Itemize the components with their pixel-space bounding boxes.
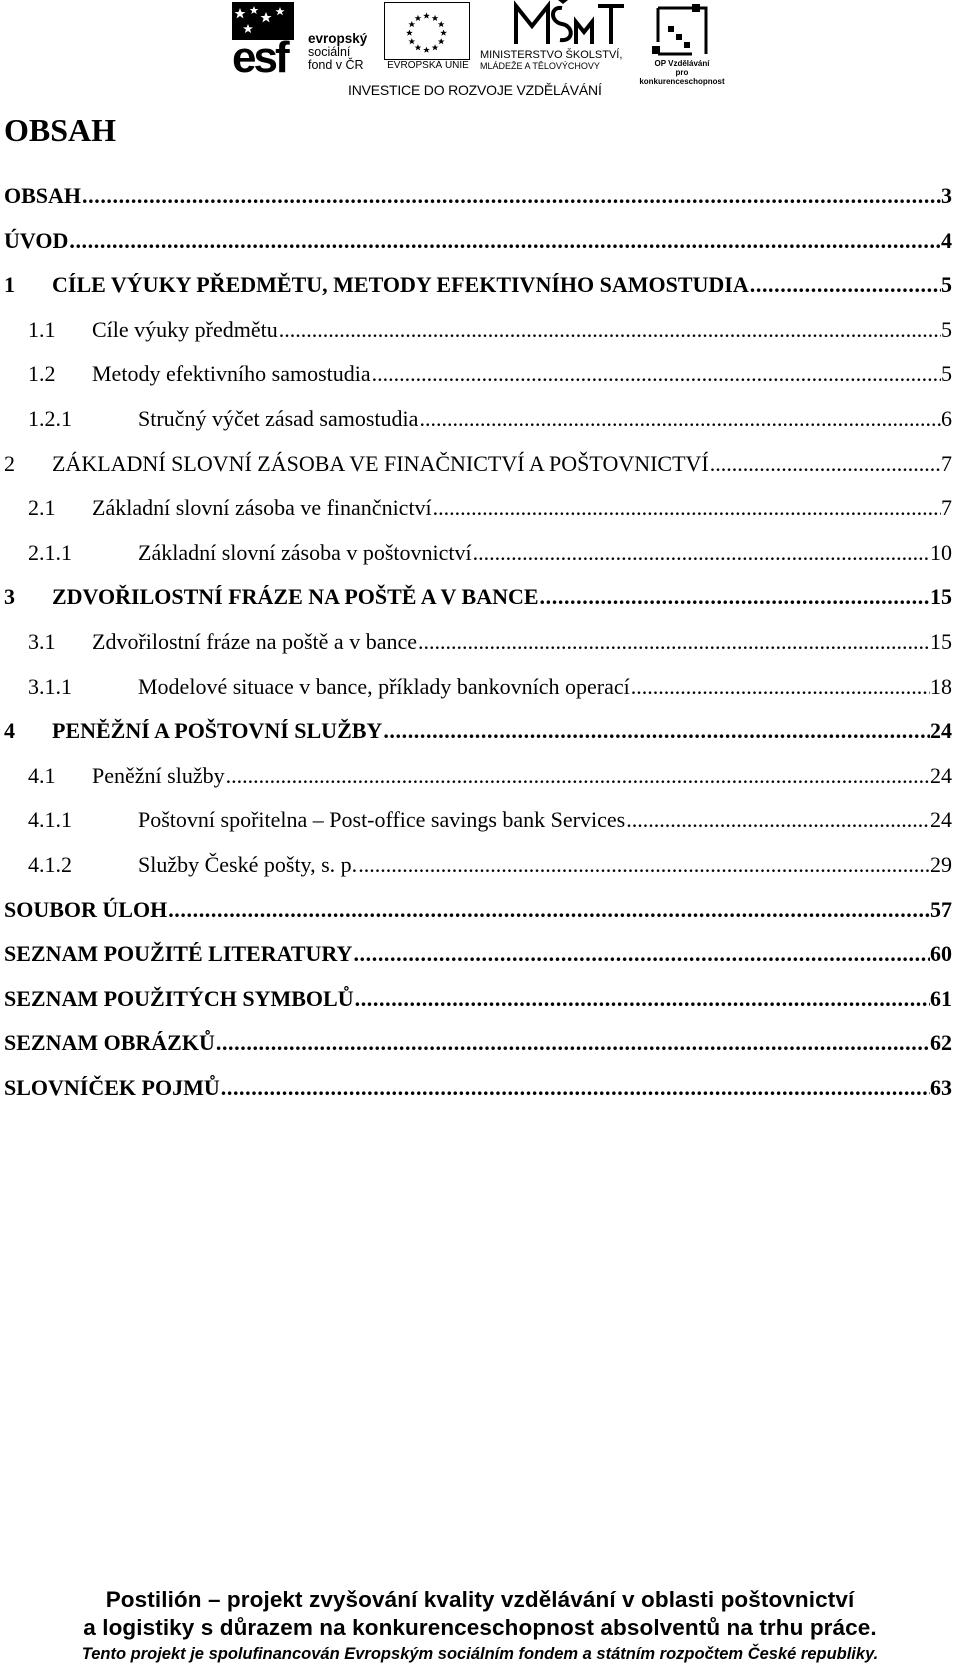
toc-entry-page: 5 xyxy=(941,272,952,298)
toc-entry-number: 4 xyxy=(4,718,15,744)
toc-dot-leader xyxy=(225,763,930,789)
footer-line-2: a logistiky s důrazem na konkurenceschopnost absolventů na trhu práce. xyxy=(83,1615,877,1640)
msmt-monogram-icon xyxy=(476,0,630,50)
toc-dot-leader xyxy=(418,406,941,432)
toc-entry-title: Peněžní služby xyxy=(92,762,225,788)
op-vk-icon xyxy=(632,2,732,58)
esf-logo xyxy=(232,2,372,74)
toc-entry-number: 4.1 xyxy=(28,762,56,788)
toc-entry-page: 6 xyxy=(941,406,952,431)
toc-entry-number: 2 xyxy=(4,450,15,476)
toc-entry-title: Služby České pošty, s. p. xyxy=(138,852,358,877)
toc-entry-number: 1.2.1 xyxy=(28,406,72,431)
toc-entry-page: 63 xyxy=(930,1075,952,1100)
esf-caption xyxy=(308,32,367,72)
logo-bar xyxy=(0,0,960,110)
toc-entry-number: 4.1.1 xyxy=(28,807,72,833)
toc-entry-page: 15 xyxy=(930,584,952,610)
op-caption-line2: pro konkurenceschopnost xyxy=(639,68,725,86)
toc-entry-page: 18 xyxy=(930,673,952,699)
toc-entry-title: Základní slovní zásoba ve finančnictví xyxy=(92,495,432,521)
toc-entry[interactable] xyxy=(0,451,952,485)
op-caption-line1: OP Vzdělávání xyxy=(654,59,710,68)
toc-entry-page: 10 xyxy=(930,539,952,565)
toc-entry-page: 24 xyxy=(930,807,952,833)
toc-entry[interactable] xyxy=(0,406,952,440)
toc-dot-leader xyxy=(354,986,930,1012)
toc-dot-leader xyxy=(472,540,930,566)
toc-dot-leader xyxy=(220,1075,930,1101)
toc-entry-number: 2.1 xyxy=(28,495,56,521)
esf-logo-icon xyxy=(232,2,302,74)
toc-entry[interactable] xyxy=(0,584,952,618)
toc-entry-title: Stručný výčet zásad samostudia xyxy=(138,406,419,431)
toc-dot-leader xyxy=(382,718,930,744)
toc-dot-leader xyxy=(749,272,941,298)
toc-entry-page: 29 xyxy=(930,852,952,877)
toc-dot-leader xyxy=(68,228,941,254)
toc-entry-number: 2.1.1 xyxy=(28,539,72,565)
toc-entry-page: 60 xyxy=(930,941,952,967)
svg-text:esf: esf xyxy=(232,33,287,74)
toc-dot-leader xyxy=(432,495,941,521)
toc-entry-title: ZÁKLADNÍ SLOVNÍ ZÁSOBA VE FINAČNICTVÍ A POŠTOVNICTVÍ xyxy=(52,450,709,476)
toc-entry[interactable] xyxy=(0,228,952,262)
toc-entry-number: 3.1.1 xyxy=(28,673,72,699)
toc-entry-page: 7 xyxy=(941,450,952,476)
toc-entry[interactable] xyxy=(0,1075,952,1109)
eu-caption: EVROPSKÁ UNIE xyxy=(387,60,469,71)
toc-entry-title: Cíle výuky předmětu xyxy=(92,316,278,342)
toc-entry-number: 4.1.2 xyxy=(28,852,72,877)
eu-logo xyxy=(384,2,472,74)
toc-entry-page: 4 xyxy=(941,227,952,253)
esf-caption-line1: evropský xyxy=(308,31,368,46)
toc-entry-title: Zdvořilostní fráze na poště a v bance xyxy=(92,629,417,654)
toc-entry-number: 3 xyxy=(4,584,15,610)
toc-entry-number: 1.2 xyxy=(28,361,56,387)
toc-dot-leader xyxy=(357,852,930,878)
op-caption xyxy=(632,59,732,86)
toc-entry[interactable] xyxy=(0,807,952,841)
toc-dot-leader xyxy=(625,807,930,833)
toc-entry[interactable] xyxy=(0,317,952,351)
toc-entry[interactable] xyxy=(0,495,952,529)
msmt-logo xyxy=(476,0,630,74)
toc-dot-leader xyxy=(81,183,941,209)
toc-entry-title: PENĚŽNÍ A POŠTOVNÍ SLUŽBY xyxy=(52,718,383,744)
toc-entry-title: Základní slovní zásoba v poštovnictví xyxy=(138,539,472,565)
toc-entry-title: ZDVOŘILOSTNÍ FRÁZE NA POŠTĚ A V BANCE xyxy=(52,584,539,610)
toc-dot-leader xyxy=(539,584,930,610)
page-title: OBSAH xyxy=(4,112,117,148)
toc-entry-title: Modelové situace v bance, příklady bankovních operací xyxy=(138,673,630,699)
toc-entry-title: SOUBOR ÚLOH xyxy=(4,896,168,922)
toc-entry-page: 24 xyxy=(930,762,952,788)
toc-dot-leader xyxy=(630,674,930,700)
eu-flag-icon xyxy=(384,2,470,60)
toc-entry-page: 24 xyxy=(930,718,952,744)
esf-caption-line2: sociální xyxy=(308,45,351,59)
toc-entry-title: CÍLE VÝUKY PŘEDMĚTU, METODY EFEKTIVNÍHO SAMOSTUDIA xyxy=(52,272,749,298)
toc-entry[interactable] xyxy=(0,272,952,306)
toc-entry-page: 7 xyxy=(941,495,952,521)
toc-dot-leader xyxy=(167,897,930,923)
toc-entry[interactable] xyxy=(0,674,952,708)
toc-dot-leader xyxy=(215,1030,930,1056)
toc-entry-page: 62 xyxy=(930,1030,952,1056)
toc-entry-number: 1 xyxy=(4,272,15,298)
toc-dot-leader xyxy=(352,941,930,967)
toc-entry-page: 3 xyxy=(941,183,952,208)
msmt-caption xyxy=(480,50,630,72)
toc-entry-page: 5 xyxy=(941,361,952,387)
toc-entry-title: Poštovní spořitelna – Post-office savings bank Services xyxy=(138,807,626,833)
toc-entry-page: 15 xyxy=(930,629,952,654)
toc-entry-title: OBSAH xyxy=(4,183,82,208)
toc-entry-title: SEZNAM POUŽITÉ LITERATURY xyxy=(4,941,353,967)
toc-entry[interactable] xyxy=(0,718,952,752)
toc-entry-page: 61 xyxy=(930,985,952,1011)
toc-entry-number: 3.1 xyxy=(28,629,56,654)
toc-entry-page: 5 xyxy=(941,316,952,342)
toc-dot-leader xyxy=(417,629,930,655)
toc-entry-title: SEZNAM POUŽITÝCH SYMBOLŮ xyxy=(4,985,354,1011)
msmt-caption-line2: MLÁDEŽE A TĚLOVÝCHOVY xyxy=(480,61,600,71)
toc-entry-title: SLOVNÍČEK POJMŮ xyxy=(4,1075,220,1100)
esf-caption-line3: fond v ČR xyxy=(308,58,364,72)
toc-entry-page: 57 xyxy=(930,896,952,922)
footer-line-1: Postilión – projekt zvyšování kvality vzdělávání v oblasti poštovnictví xyxy=(105,1587,855,1612)
page-footer xyxy=(0,1586,960,1666)
toc-entry[interactable] xyxy=(0,986,952,1020)
toc-entry[interactable] xyxy=(0,540,952,574)
op-logo xyxy=(632,2,732,86)
toc-entry-title: Metody efektivního samostudia xyxy=(92,361,371,387)
toc-entry-number: 1.1 xyxy=(28,316,56,342)
toc-entry[interactable] xyxy=(0,183,952,217)
toc-entry[interactable] xyxy=(0,1030,952,1064)
toc-entry[interactable] xyxy=(0,361,952,395)
toc-dot-leader xyxy=(278,317,941,343)
toc-entry-title: ÚVOD xyxy=(4,227,69,253)
toc-dot-leader xyxy=(371,361,941,387)
msmt-caption-line1: MINISTERSTVO ŠKOLSTVÍ, xyxy=(480,49,623,61)
toc-entry[interactable] xyxy=(0,763,952,797)
toc-entry[interactable] xyxy=(0,852,952,886)
toc-entry[interactable] xyxy=(0,941,952,975)
header-tagline: INVESTICE DO ROZVOJE VZDĚLÁVÁNÍ xyxy=(348,82,602,98)
toc-entry[interactable] xyxy=(0,629,952,663)
toc-dot-leader xyxy=(709,451,941,477)
footer-line-3: Tento projekt je spolufinancován Evropským sociálním fondem a státním rozpočtem České republiky. xyxy=(81,1645,879,1663)
toc-entry[interactable] xyxy=(0,897,952,931)
toc-entry-title: SEZNAM OBRÁZKŮ xyxy=(4,1030,215,1056)
